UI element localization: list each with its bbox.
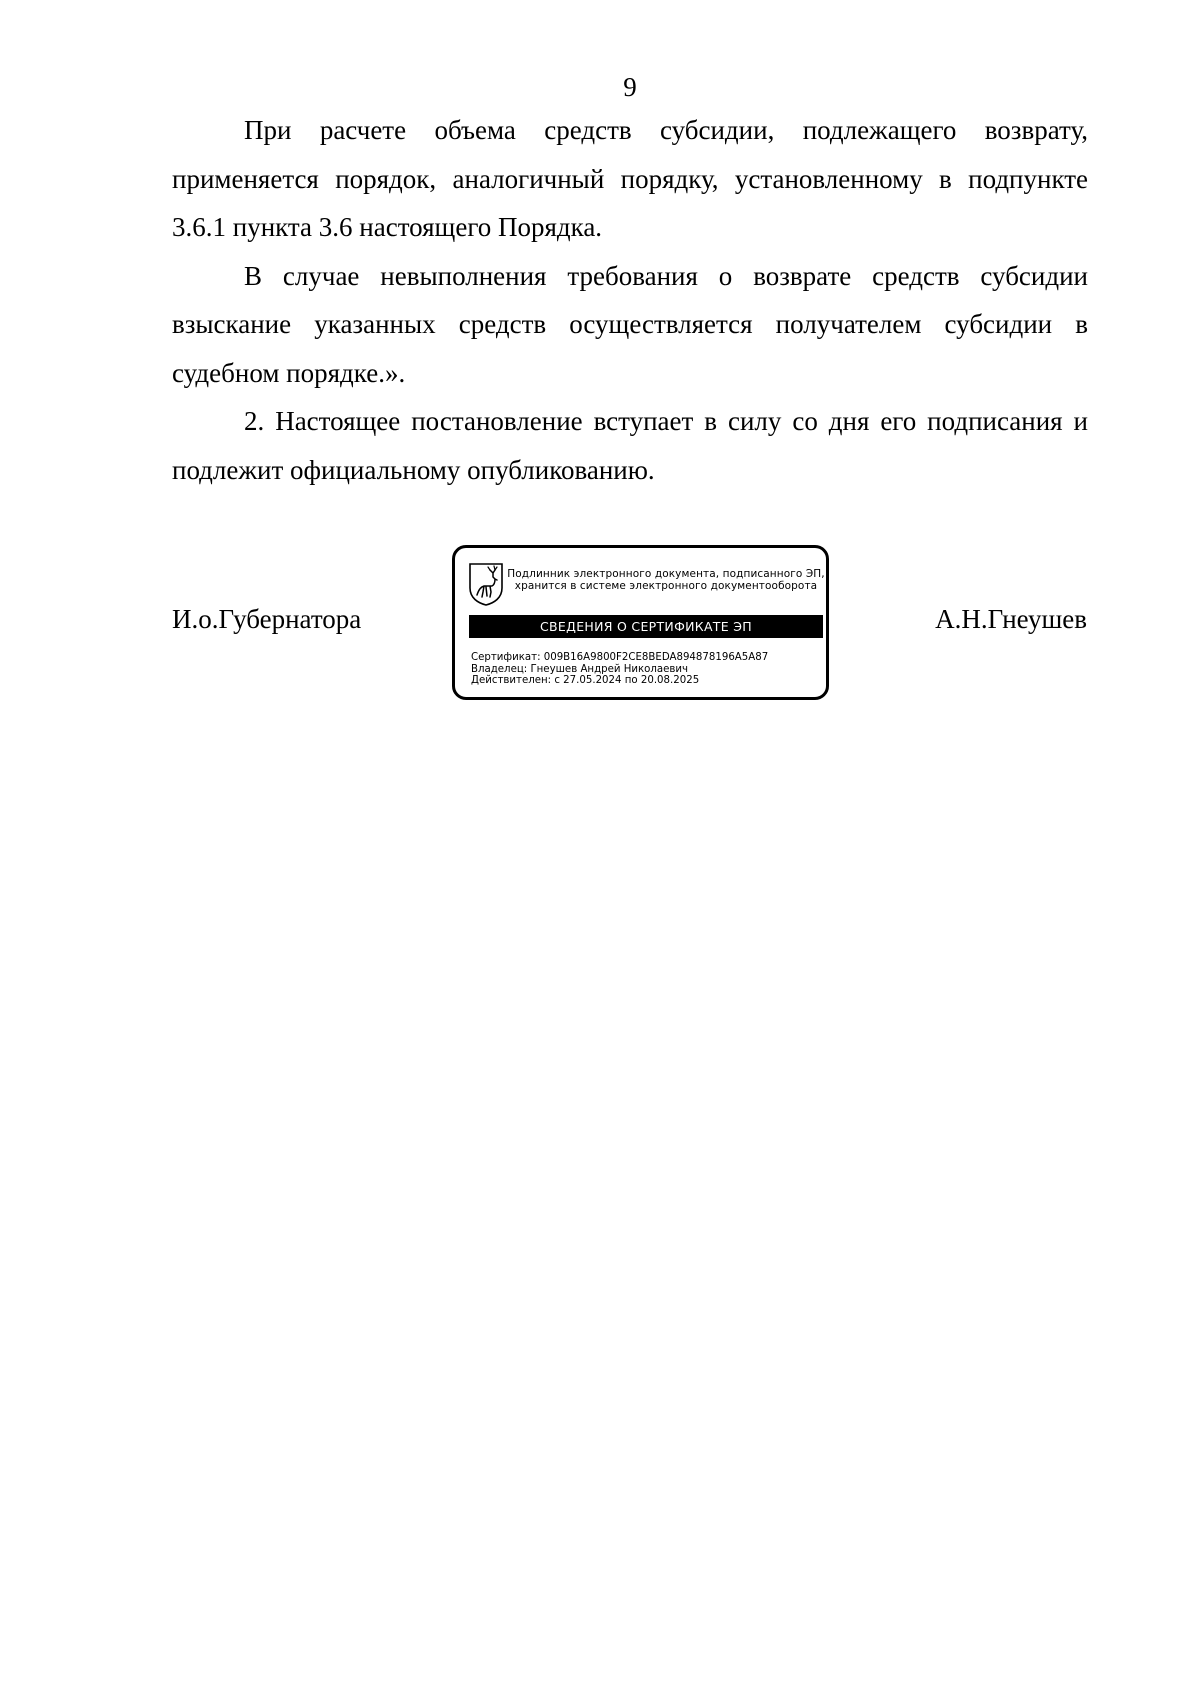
electronic-signature-stamp [452,545,829,700]
document-body [172,106,1088,494]
certificate-owner: Владелец: Гнеушев Андрей Николаевич [471,663,689,675]
paragraph: В случае невыполнения требования о возврате средств субсидии взыскание указанных средств осуществляется получателем субсидии в судебном порядке.». [172,260,1088,388]
stamp-note-line: Подлинник электронного документа, подписанного ЭП, [507,568,825,580]
stamp-header: СВЕДЕНИЯ О СЕРТИФИКАТЕ ЭП [469,615,823,638]
stamp-note [507,568,825,592]
certificate-validity: Действителен: с 27.05.2024 по 20.08.2025 [471,675,700,686]
certificate-number: Сертификат: 009B16A9800F2CE8BEDA894878196A5A87 [471,652,769,663]
coat-of-arms-icon [468,562,504,606]
paragraph: 2. Настоящее постановление вступает в силу со дня его подписания и подлежит официальному опубликованию. [172,406,1088,485]
signer-name: А.Н.Гнеушев [935,604,1087,634]
stamp-note-line: хранится в системе электронного документооборота [514,580,818,592]
certificate-details [471,652,768,687]
page-number: 9 [623,72,637,102]
paragraph: При расчете объема средств субсидии, подлежащего возврату, применяется порядок, аналогичный порядку, установленному в подпункте 3.6.1 пункта 3.6 настоящего Порядка. [172,115,1088,242]
signer-title: И.о.Губернатора [172,604,362,634]
